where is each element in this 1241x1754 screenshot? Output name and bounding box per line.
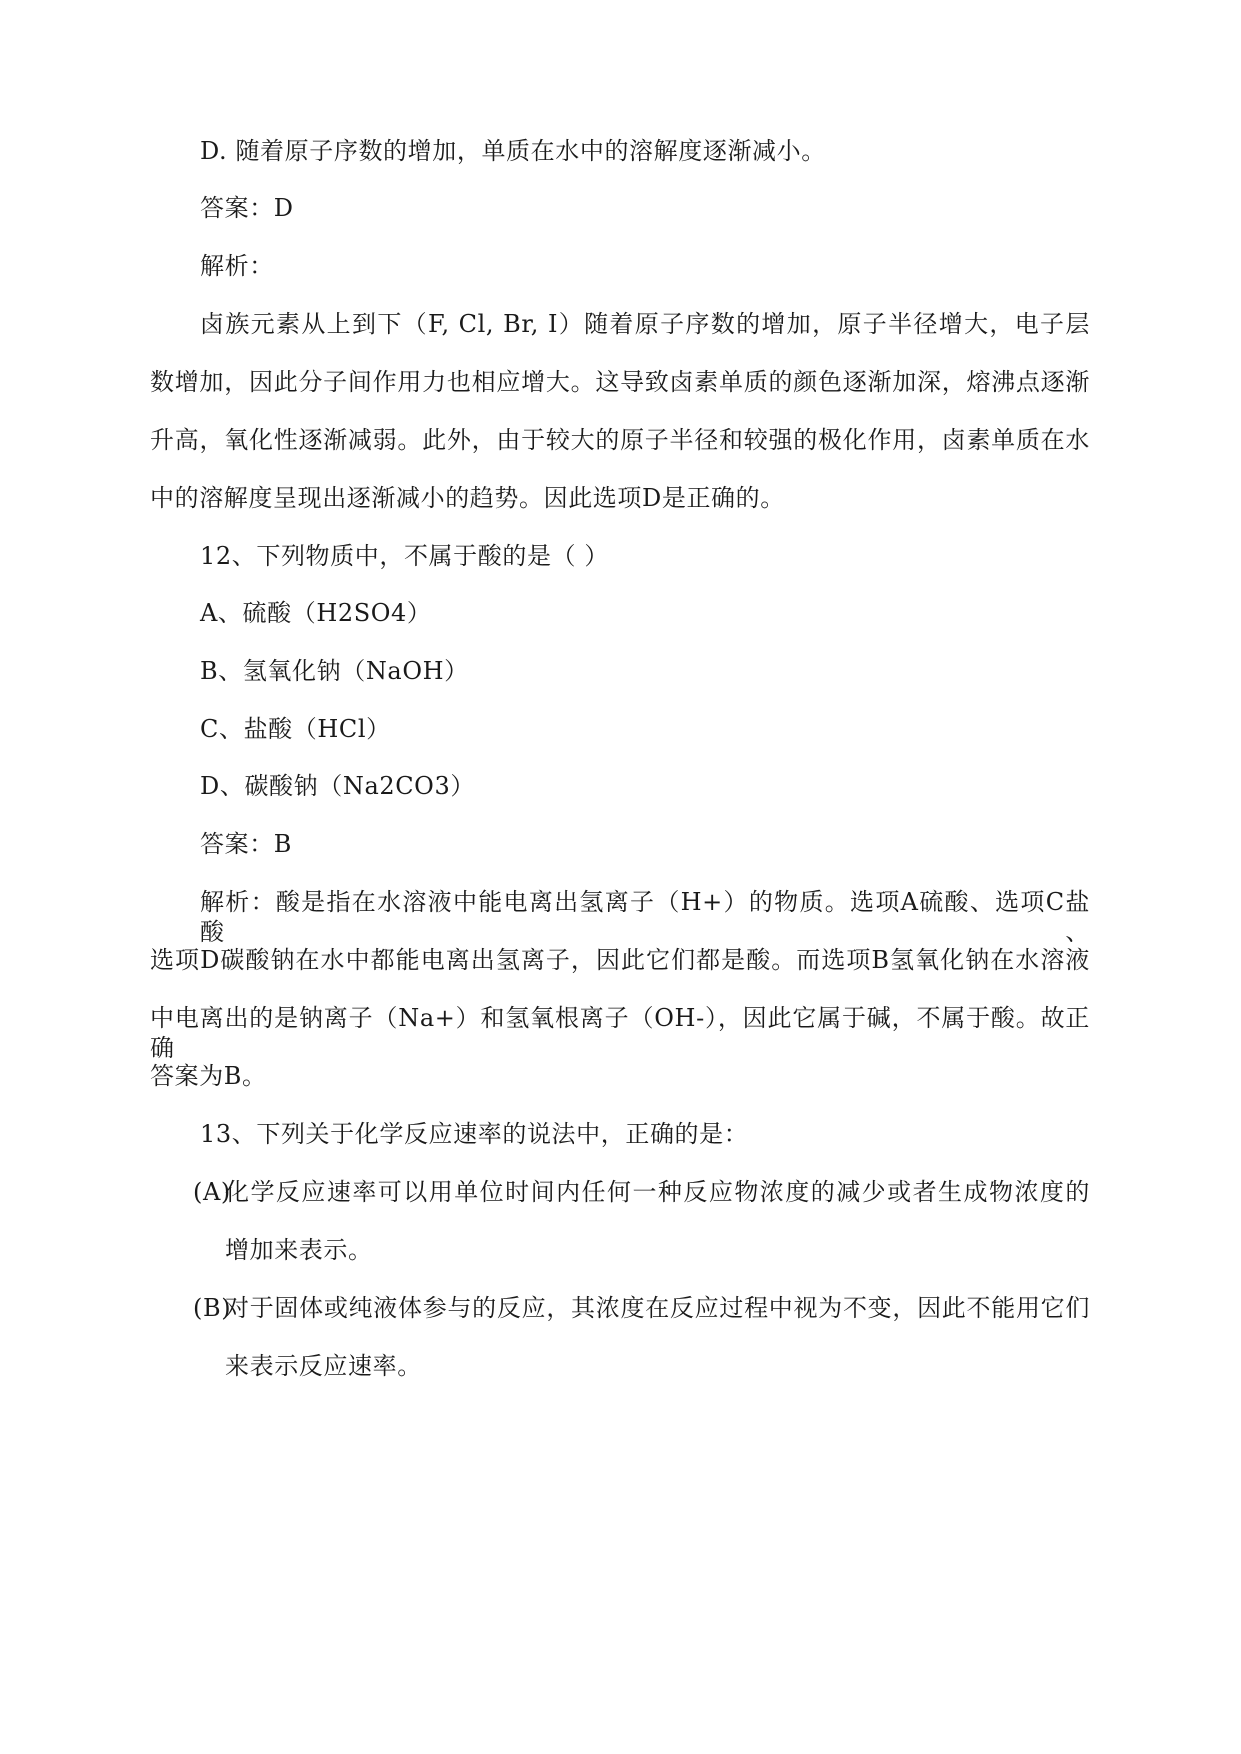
- q13-question: 13、下列关于化学反应速率的说法中，正确的是：: [200, 1120, 749, 1148]
- q11-analysis-label: 解析：: [200, 252, 274, 280]
- q12-option-c: C、盐酸（HCl）: [200, 715, 391, 743]
- q13-option-a-line-1: 化学反应速率可以用单位时间内任何一种反应物浓度的减少或者生成物浓度的: [225, 1178, 1090, 1206]
- q13-option-a-mark: (A): [193, 1178, 231, 1206]
- q12-analysis-line-4: 答案为B。: [150, 1062, 267, 1090]
- q11-analysis-line-3: 升高，氧化性逐渐减弱。此外，由于较大的原子半径和较强的极化作用，卤素单质在水: [150, 426, 1090, 454]
- q12-option-a: A、硫酸（H2SO4）: [200, 599, 432, 627]
- q11-answer: 答案：D: [200, 194, 294, 222]
- q12-analysis-line-3: 中电离出的是钠离子（Na+）和氢氧根离子（OH-），因此它属于碱，不属于酸。故正确: [150, 1004, 1090, 1062]
- q11-option-d: D. 随着原子序数的增加，单质在水中的溶解度逐渐减小。: [200, 137, 826, 165]
- q13-option-b-line-2: 来表示反应速率。: [225, 1352, 422, 1380]
- q11-analysis-line-1: 卤族元素从上到下（F, Cl, Br, I）随着原子序数的增加，原子半径增大，电子层: [200, 310, 1090, 338]
- q12-option-b: B、氢氧化钠（NaOH）: [200, 657, 469, 685]
- q12-analysis-line-2: 选项D碳酸钠在水中都能电离出氢离子，因此它们都是酸。而选项B氢氧化钠在水溶液: [150, 946, 1090, 974]
- q12-question: 12、下列物质中，不属于酸的是（ ）: [200, 542, 609, 570]
- q11-analysis-line-2: 数增加，因此分子间作用力也相应增大。这导致卤素单质的颜色逐渐加深，熔沸点逐渐: [150, 368, 1090, 396]
- q13-option-b-line-1: 对于固体或纯液体参与的反应，其浓度在反应过程中视为不变，因此不能用它们: [225, 1294, 1090, 1322]
- q12-option-d: D、碳酸钠（Na2CO3）: [200, 772, 475, 800]
- q13-option-a-line-2: 增加来表示。: [225, 1236, 373, 1264]
- q13-option-b-mark: (B): [193, 1294, 232, 1322]
- q11-analysis-line-4: 中的溶解度呈现出逐渐减小的趋势。因此选项D是正确的。: [150, 484, 785, 512]
- q12-analysis-line-1: 解析：酸是指在水溶液中能电离出氢离子（H+）的物质。选项A硫酸、选项C盐酸、: [200, 888, 1090, 946]
- q12-answer: 答案：B: [200, 830, 293, 858]
